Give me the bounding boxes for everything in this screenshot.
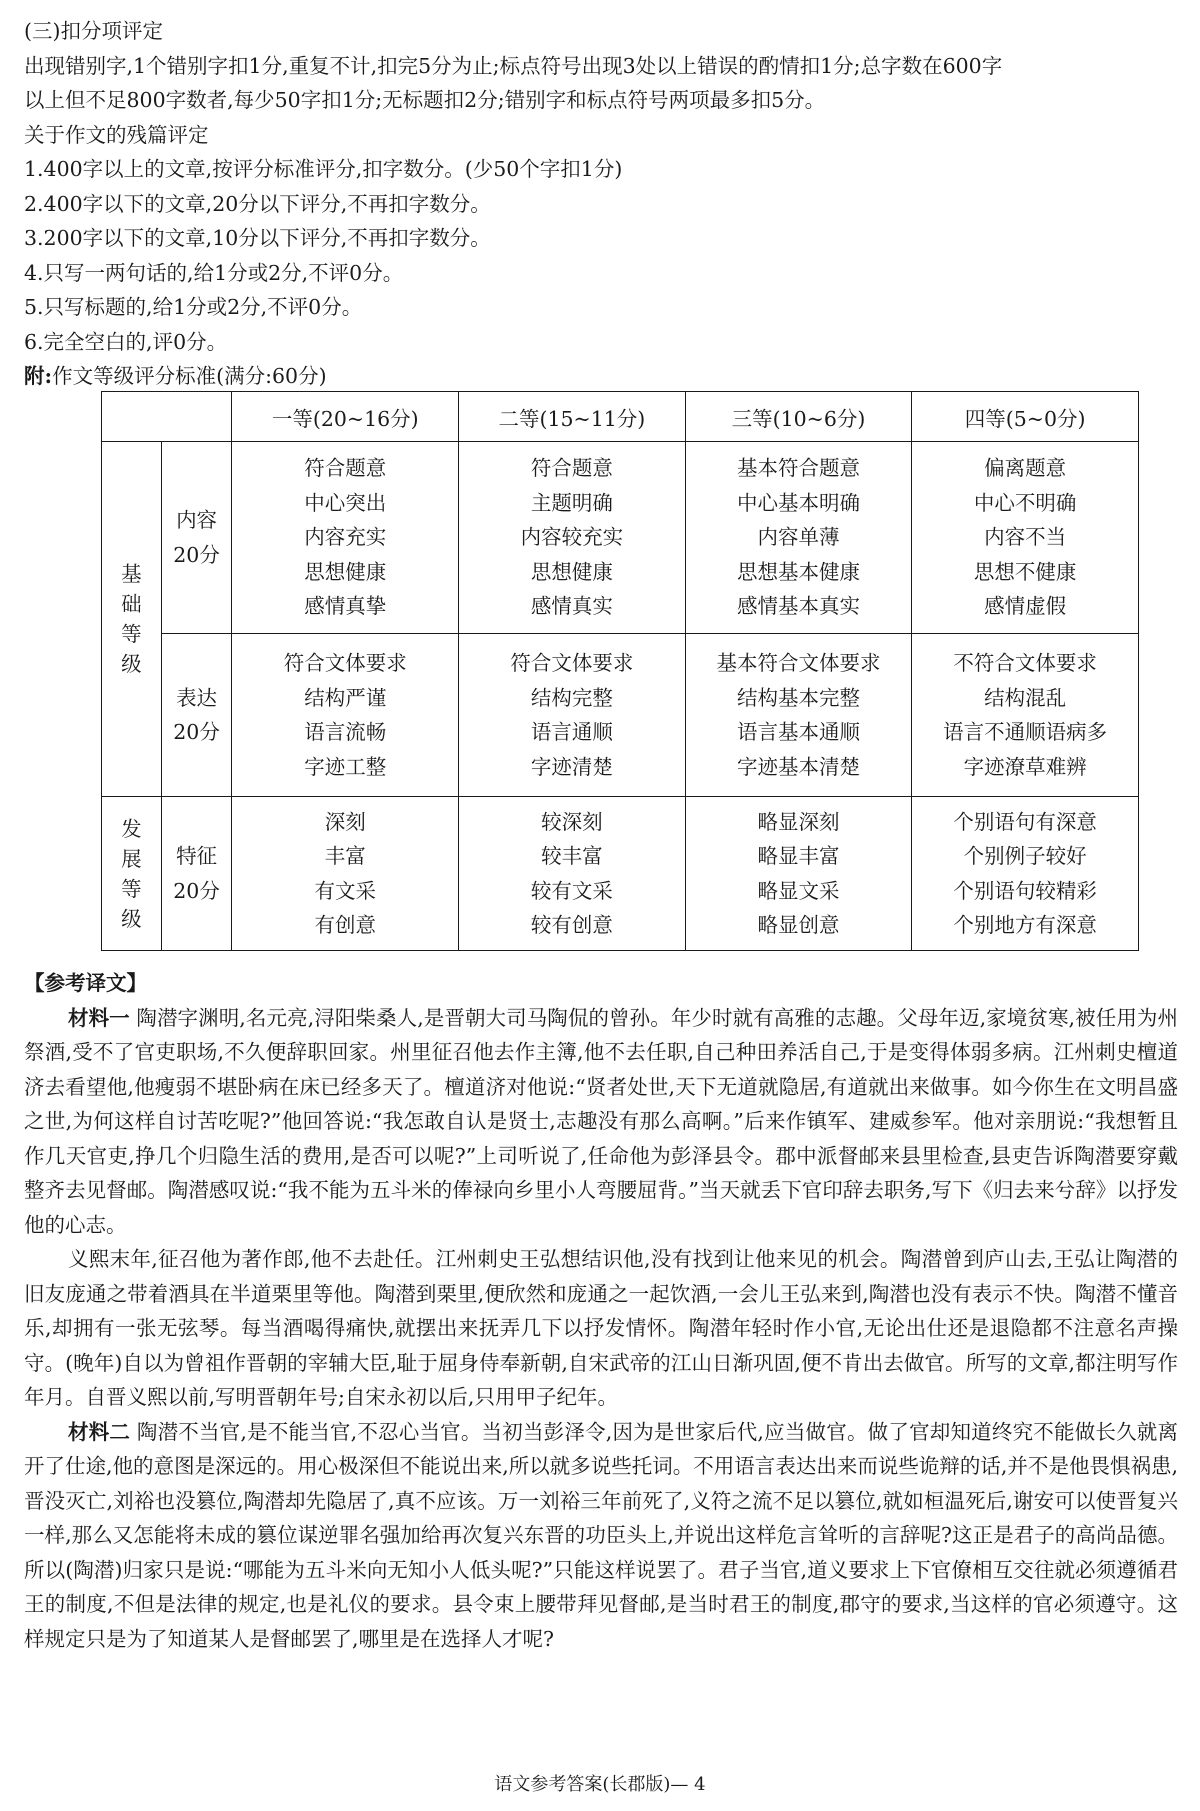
group-label-basic: 基础等级 [102, 442, 162, 797]
incomplete-item: 2.400字以下的文章,20分以下评分,不再扣字数分。 [24, 191, 491, 216]
incomplete-item: 5.只写标题的,给1分或2分,不评0分。 [24, 295, 363, 319]
material-2-label: 材料二 [68, 1419, 131, 1444]
deduction-rule-line-1: 出现错别字,1个错别字扣1分,重复不计,扣完5分为止;标点符号出现3处以上错误的酌情扣1分;总字数在600字 [24, 53, 1003, 78]
content-grade-4-cell: 偏离题意 中心不明确 内容不当 思想不健康 感情虚假 [912, 442, 1139, 634]
material-1-label: 材料一 [68, 1005, 130, 1030]
feature-grade-4-cell: 个别语句有深意 个别例子较好 个别语句较精彩 个别地方有深意 [912, 797, 1139, 951]
incomplete-item: 1.400字以上的文章,按评分标准评分,扣字数分。(少50个字扣1分) [24, 157, 623, 181]
expression-grade-2-cell: 符合文体要求 结构完整 语言通顺 字迹清楚 [459, 634, 686, 797]
translation-section [24, 966, 1178, 1656]
table-row [102, 634, 1139, 797]
deduction-rule-line-2: 以上但不足800字数者,每少50字扣1分;无标题扣2分;错别字和标点符号两项最多扣5分。 [24, 88, 826, 112]
row-label-feature: 特征 20分 [161, 797, 232, 951]
content-grade-3-cell: 基本符合题意 中心基本明确 内容单薄 思想基本健康 感情基本真实 [685, 442, 912, 634]
expression-grade-4-cell: 不符合文体要求 结构混乱 语言不通顺语病多 字迹潦草难辨 [912, 634, 1139, 797]
content-grade-1-cell: 符合题意 中心突出 内容充实 思想健康 感情真挚 [232, 442, 459, 634]
header-grade-1: 一等(20~16分) [232, 392, 459, 442]
translation-heading: 【参考译文】 [24, 971, 147, 995]
header-grade-4: 四等(5~0分) [912, 392, 1139, 442]
expression-grade-3-cell: 基本符合文体要求 结构基本完整 语言基本通顺 字迹基本清楚 [685, 634, 912, 797]
material-1-paragraph-2: 义熙末年,征召他为著作郎,他不去赴任。江州刺史王弘想结识他,没有找到让他来见的机会。陶潜曾到庐山去,王弘让陶潜的旧友庞通之带着酒具在半道栗里等他。陶潜到栗里,便欣然和庞通之一起饮酒,一会儿王弘来到,陶潜也没有表示不快。陶潜不懂音乐,却拥有一张无弦琴。每当酒喝得痛快,就摆出来抚弄几下以抒发情怀。陶潜年轻时作小官,无论出仕还是退隐都不注意名声操守。(晚年)自以为曾祖作晋朝的宰辅大臣,耻于屈身侍奉新朝,自宋武帝的江山日渐巩固,便不肯出去做官。所写的文章,都注明写作年月。自晋义熙以前,写明晋朝年号;自宋永初以后,只用甲子纪年。 [24, 1247, 1178, 1409]
deduction-heading: (三)扣分项评定 [24, 19, 163, 43]
incomplete-heading: 关于作文的残篇评定 [24, 122, 209, 147]
appendix-lead: 附: [24, 364, 53, 388]
incomplete-item: 6.完全空白的,评0分。 [24, 329, 228, 354]
table-header-row [102, 392, 1139, 442]
appendix-line [24, 359, 1178, 394]
incomplete-item: 4.只写一两句话的,给1分或2分,不评0分。 [24, 260, 404, 285]
table-row [102, 442, 1139, 634]
page-footer: 语文参考答案(长郡版)— 4 [494, 1774, 706, 1795]
row-label-expression: 表达 20分 [161, 634, 232, 797]
table-corner-cell [102, 392, 232, 442]
row-label-content: 内容 20分 [161, 442, 232, 634]
material-2-paragraph: 材料二 陶潜不当官,是不能当官,不忍心当官。当初当彭泽令,因为是世家后代,应当做官。做了官却知道终究不能做长久就离开了仕途,他的意图是深远的。用心极深但不能说出来,所以就多说些托词。不用语言表达出来而说些诡辩的话,并不是他畏惧祸患,晋没灭亡,刘裕也没篡位,陶潜却先隐居了,真不应该。万一刘裕三年前死了,义符之流不足以篡位,就如桓温死后,谢安可以使晋复兴一样,那么又怎能将未成的篡位谋逆罪名强加给再次复兴东晋的功臣头上,并说出这样危言耸听的言辞呢?这正是君子的高尚品德。所以(陶潜)归家只是说:“哪能为五斗米向无知小人低头呢?”只能这样说罢了。君子当官,道义要求上下官僚相互交往就必须遵循君王的制度,不但是法律的规定,也是礼仪的要求。县令束上腰带拜见督邮,是当时君王的制度,郡守的要求,当这样的官必须遵守。这样规定只是为了知道某人是督邮罢了,哪里是在选择人才呢? [24, 1419, 1179, 1651]
material-1-paragraph-1: 材料一 陶潜字渊明,名元亮,浔阳柴桑人,是晋朝大司马陶侃的曾孙。年少时就有高雅的志趣。父母年迈,家境贫寒,被任用为州祭酒,受不了官吏职场,不久便辞职回家。州里征召他去作主簿,他不去任职,自己种田养活自己,于是变得体弱多病。江州刺史檀道济去看望他,他瘦弱不堪卧病在床已经多天了。檀道济对他说:“贤者处世,天下无道就隐居,有道就出来做事。如今你生在文明昌盛之世,为何这样自讨苦吃呢?”他回答说:“我怎敢自认是贤士,志趣没有那么高啊。”后来作镇军、建威参军。他对亲朋说:“我想暂且作几天官吏,挣几个归隐生活的费用,是否可以呢?”上司听说了,任命他为彭泽县令。郡中派督邮来县里检查,县吏告诉陶潜要穿戴整齐去见督邮。陶潜感叹说:“我不能为五斗米的俸禄向乡里小人弯腰屈背。”当天就丢下官印辞去职务,写下《归去来兮辞》以抒发他的心志。 [24, 1005, 1178, 1237]
table-row [102, 797, 1139, 951]
grading-table [101, 391, 1139, 951]
incomplete-item: 3.200字以下的文章,10分以下评分,不再扣字数分。 [24, 226, 491, 250]
header-grade-3: 三等(10~6分) [685, 392, 912, 442]
header-grade-2: 二等(15~11分) [459, 392, 686, 442]
content-grade-2-cell: 符合题意 主题明确 内容较充实 思想健康 感情真实 [459, 442, 686, 634]
feature-grade-2-cell: 较深刻 较丰富 较有文采 较有创意 [459, 797, 686, 951]
feature-grade-1-cell: 深刻 丰富 有文采 有创意 [232, 797, 459, 951]
feature-grade-3-cell: 略显深刻 略显丰富 略显文采 略显创意 [685, 797, 912, 951]
expression-grade-1-cell: 符合文体要求 结构严谨 语言流畅 字迹工整 [232, 634, 459, 797]
appendix-text: 作文等级评分标准(满分:60分) [52, 364, 327, 388]
deduction-section [24, 14, 1178, 394]
group-label-development: 发展等级 [102, 797, 162, 951]
